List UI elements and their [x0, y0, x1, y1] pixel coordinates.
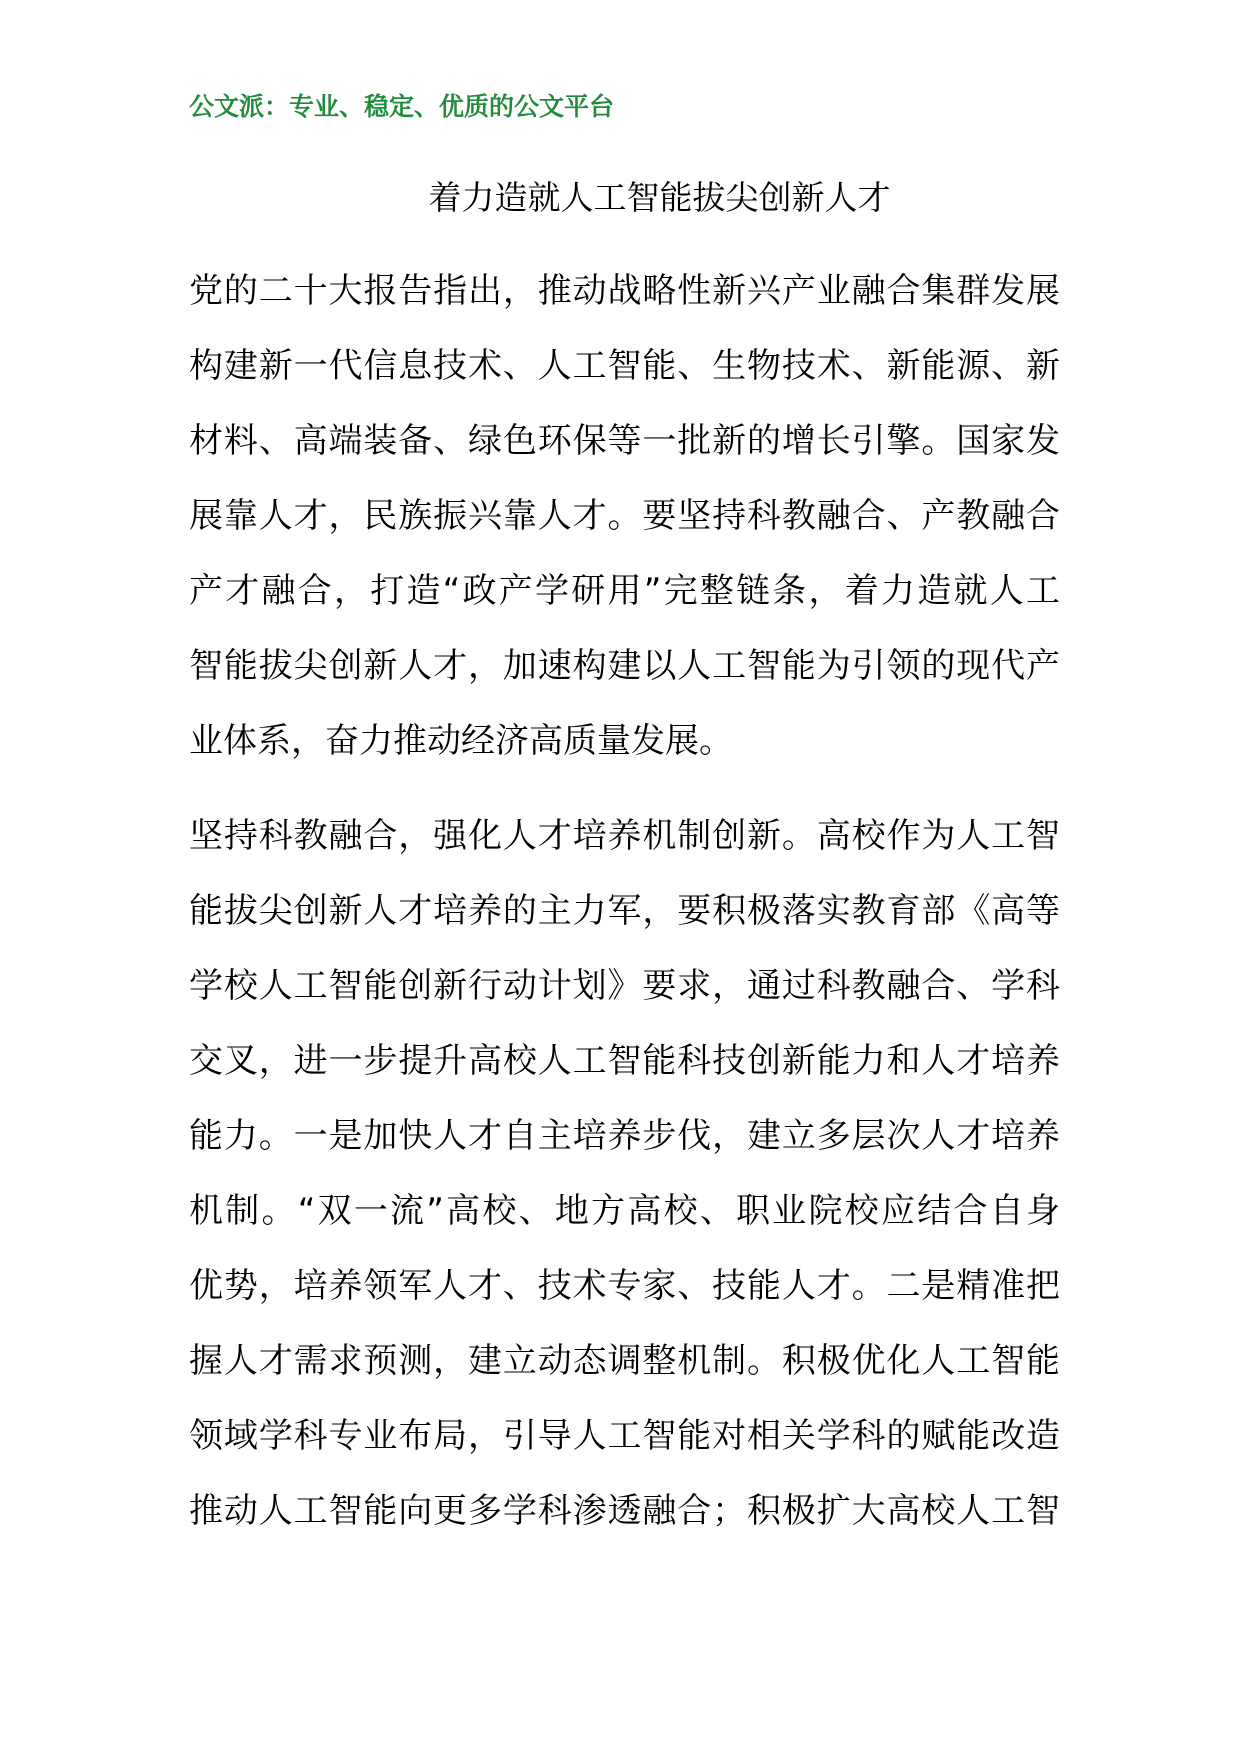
paragraph-line: 智能拔尖创新人才，加速构建以人工智能为引领的现代产: [189, 646, 1060, 686]
paragraph-line: 坚持科教融合，强化人才培养机制创新。高校作为人工智: [189, 816, 1060, 856]
paragraph-line: 构建新一代信息技术、人工智能、生物技术、新能源、新: [189, 346, 1060, 386]
paragraph: [189, 254, 1060, 779]
paragraph-line: 能拔尖创新人才培养的主力军，要积极落实教育部《高等: [189, 891, 1060, 931]
paragraph-line: 党的二十大报告指出，推动战略性新兴产业融合集群发展: [189, 271, 1060, 311]
paragraph-line: 推动人工智能向更多学科渗透融合；积极扩大高校人工智: [189, 1491, 1060, 1531]
paragraph-line: 学校人工智能创新行动计划》要求，通过科教融合、学科: [189, 966, 1060, 1006]
paragraph-line: 产才融合，打造“政产学研用”完整链条，着力造就人工: [189, 571, 1060, 611]
paragraph-line: 能力。一是加快人才自主培养步伐，建立多层次人才培养: [189, 1116, 1060, 1156]
paragraph-line: 材料、高端装备、绿色环保等一批新的增长引擎。国家发: [189, 421, 1060, 461]
paragraph-line: 交叉，进一步提升高校人工智能科技创新能力和人才培养: [189, 1041, 1060, 1081]
paragraph-line: 业体系，奋力推动经济高质量发展。: [189, 721, 733, 761]
paragraph: [189, 799, 1060, 1549]
paragraph-line: 握人才需求预测，建立动态调整机制。积极优化人工智能: [189, 1341, 1060, 1381]
paragraph-line: 机制。“双一流”高校、地方高校、职业院校应结合自身: [189, 1191, 1060, 1231]
document-title: 着力造就人工智能拔尖创新人才: [428, 178, 891, 217]
paragraph-line: 优势，培养领军人才、技术专家、技能人才。二是精准把: [189, 1266, 1060, 1306]
paragraph-line: 展靠人才，民族振兴靠人才。要坚持科教融合、产教融合: [189, 496, 1060, 536]
paragraph-line: 领域学科专业布局，引导人工智能对相关学科的赋能改造: [189, 1416, 1060, 1456]
document-body: [189, 254, 1060, 1549]
site-slogan: 公文派：专业、稳定、优质的公文平台: [189, 92, 615, 121]
